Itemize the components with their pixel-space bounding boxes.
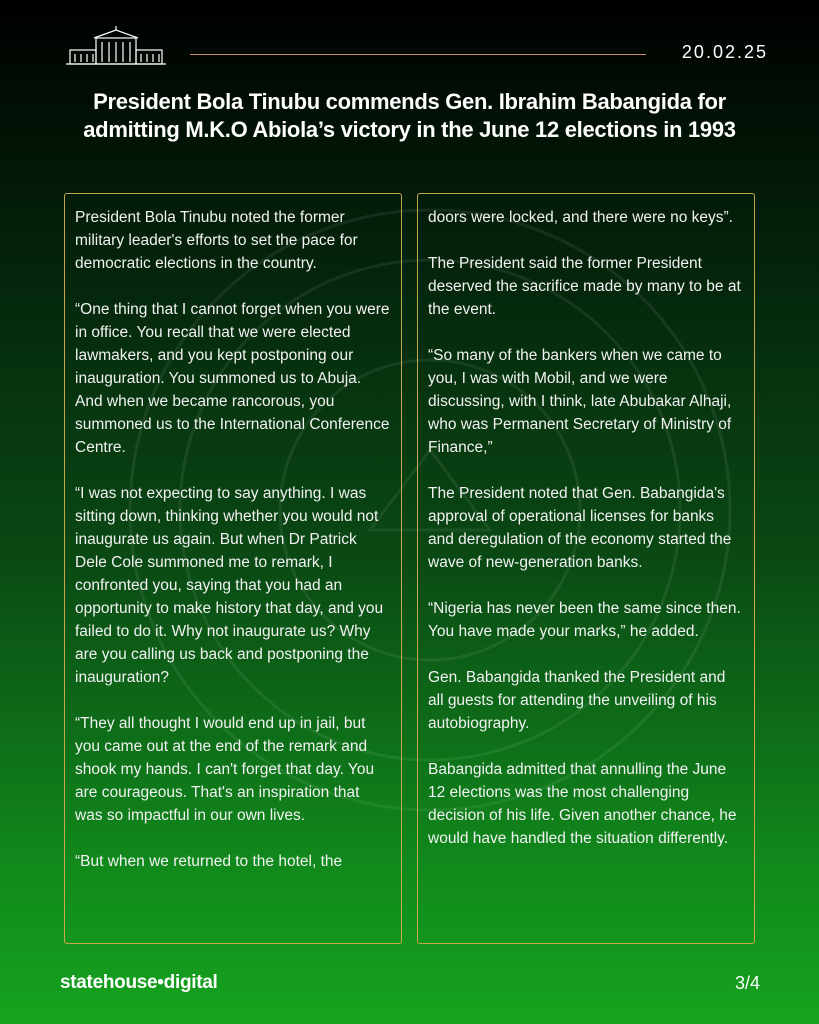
paragraph: “So many of the bankers when we came to you, I was with Mobil, and we were discussing, with I think, late Abubakar Alhaji, who was Permanent Secretary of Ministry of Finance,” — [428, 347, 732, 456]
page-indicator: 3/4 — [734, 973, 760, 993]
paragraph: doors were locked, and there were no keys”. — [428, 209, 733, 226]
paragraph: “They all thought I would end up in jail, but you came out at the end of the remark and shook my hands. I can't forget that day. You are courageous. That's an inspiration that was so impactful in our own lives. — [75, 715, 375, 824]
paragraph: Gen. Babangida thanked the President and all guests for attending the unveiling of his autobiography. — [428, 669, 726, 732]
paragraph: “But when we returned to the hotel, the — [75, 853, 343, 870]
paragraph: The President noted that Gen. Babangida's approval of operational licenses for banks and deregulation of the economy started the wave of new-generation banks. — [428, 485, 732, 571]
header-divider — [190, 54, 646, 55]
paragraph: “One thing that I cannot forget when you were in office. You recall that we were elected lawmakers, and you kept postponing our inauguration. You summoned us to Abuja. And when we became rancorous, you summoned us to the International Conference Centre. — [75, 301, 390, 456]
state-house-building-icon — [64, 26, 168, 68]
page-title: President Bola Tinubu commends Gen. Ibrahim Babangida for admitting M.K.O Abiola’s victory in the June 12 elections in 1993 — [83, 89, 736, 142]
paragraph: The President said the former President deserved the sacrifice made by many to be at the event. — [428, 255, 741, 318]
article-column-right — [417, 193, 755, 944]
brand-wordmark: statehouse•digital — [60, 972, 218, 993]
paragraph: “Nigeria has never been the same since then. You have made your marks,” he added. — [428, 600, 741, 640]
paragraph: “I was not expecting to say anything. I was sitting down, thinking whether you would not inaugurate us again. But when Dr Patrick Dele Cole summoned me to remark, I confronted you, saying that you had an opportunity to make history that day, and you failed to do it. Why not inaugurate us? Why are you calling us back and postponing the inauguration? — [75, 485, 384, 686]
post-date: 20.02.25 — [681, 42, 768, 62]
article-column-left — [64, 193, 402, 944]
paragraph: Babangida admitted that annulling the June 12 elections was the most challenging decision of his life. Given another chance, he would have handled the situation differently. — [428, 761, 737, 847]
paragraph: President Bola Tinubu noted the former military leader's efforts to set the pace for democratic elections in the country. — [75, 209, 358, 272]
